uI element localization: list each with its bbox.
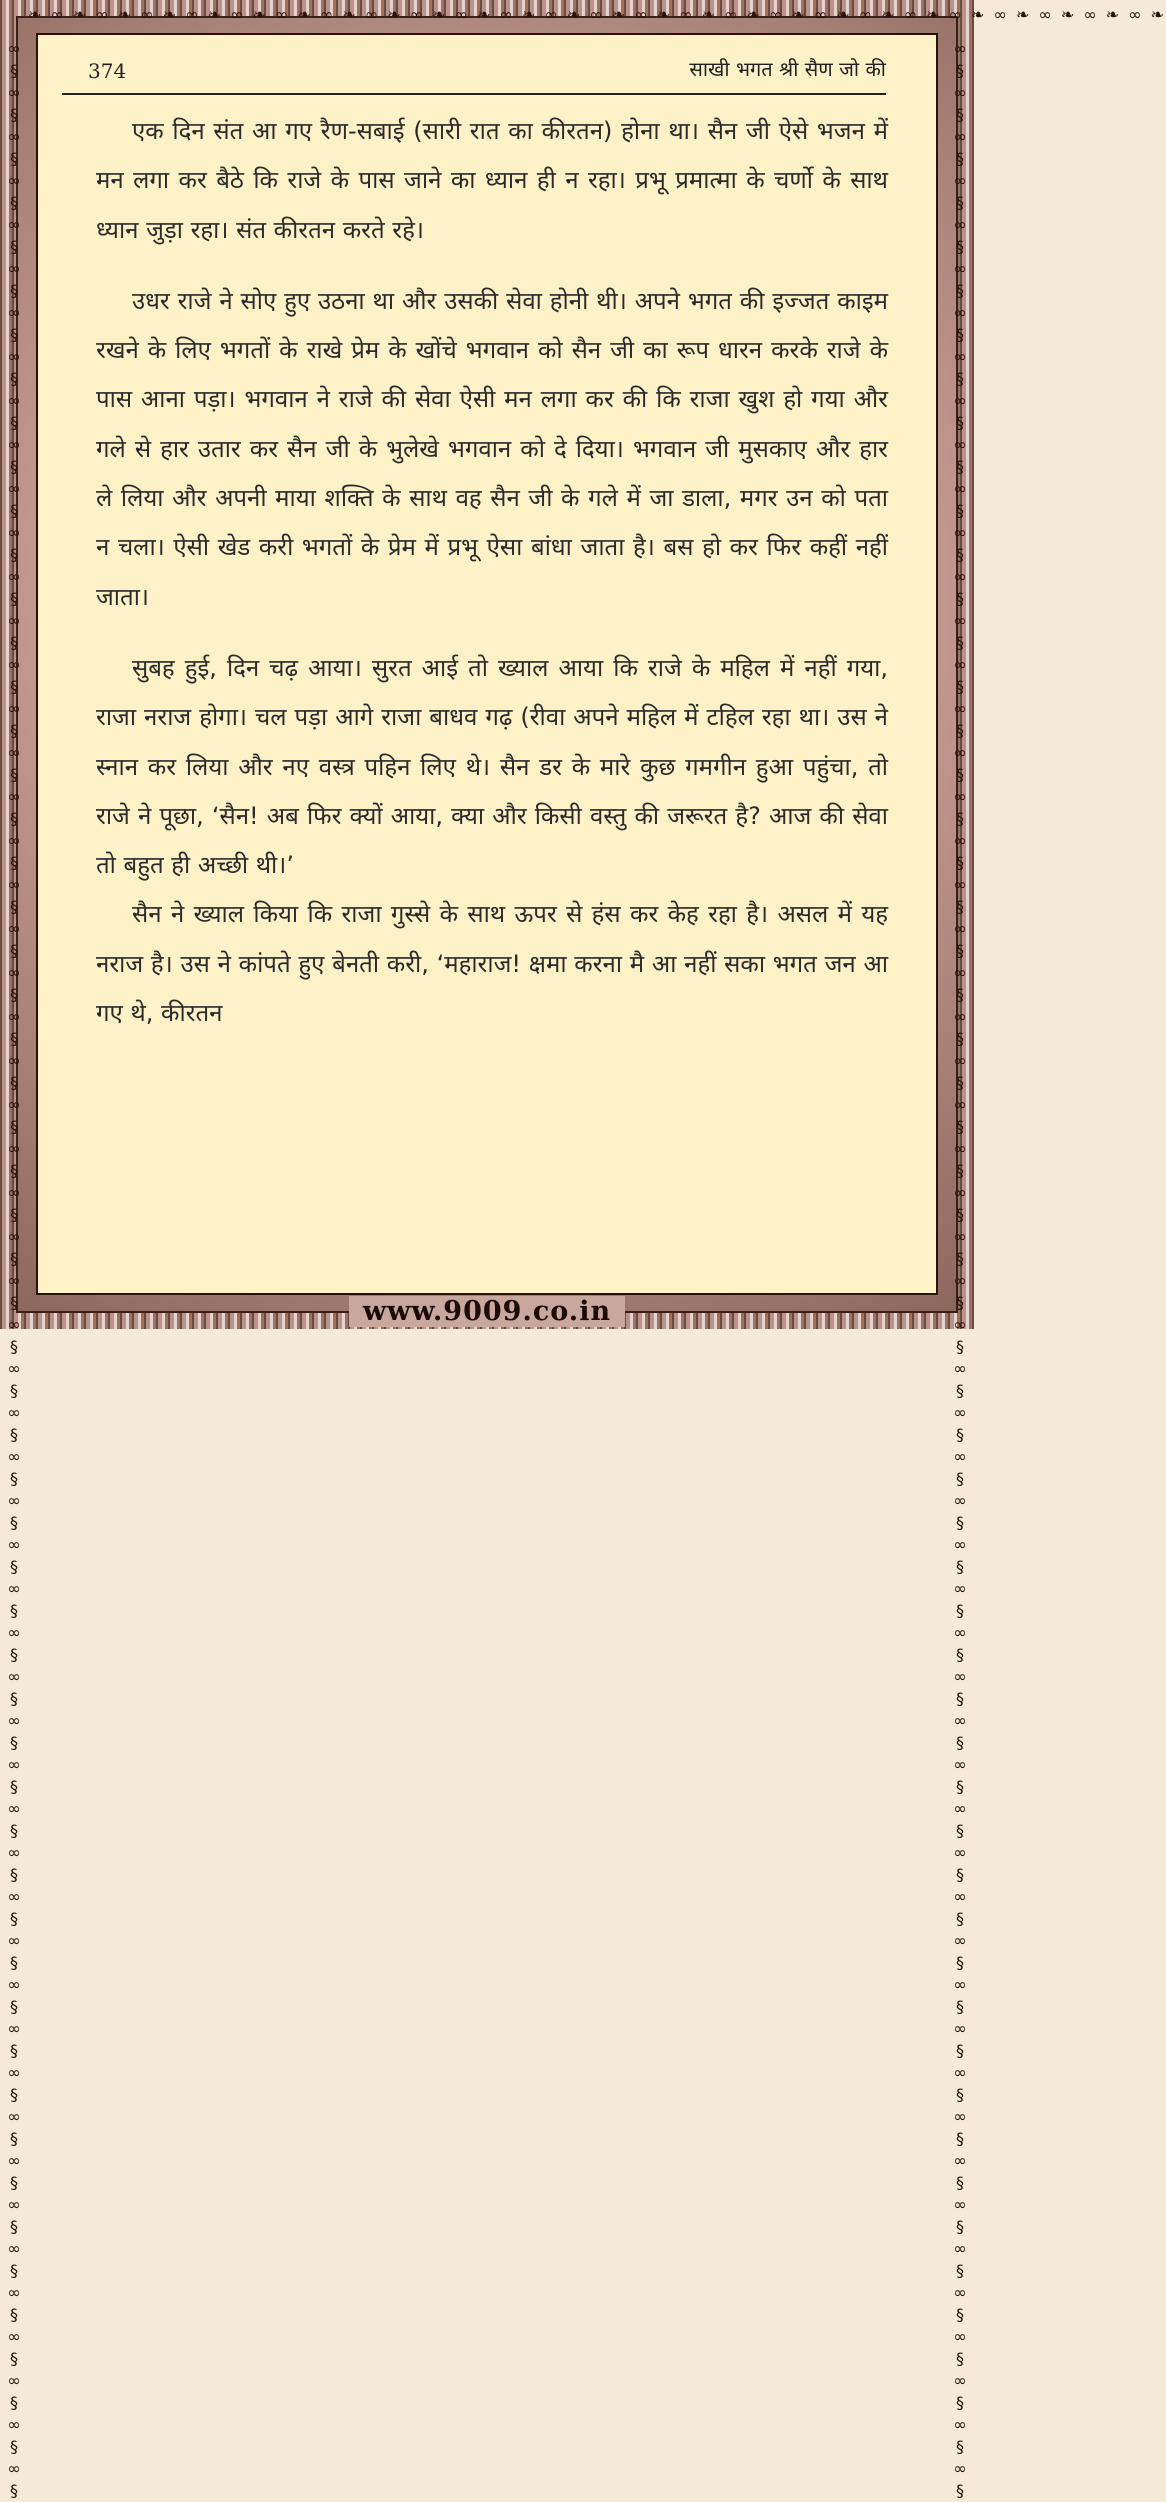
ornament-border-left: ∞§∞§∞§∞§∞§∞§∞§∞§∞§∞§∞§∞§∞§∞§∞§∞§∞§∞§∞§∞§∞§∞§∞§∞§∞§∞§∞§∞§∞§∞§∞§∞§∞§∞§∞§∞§∞§∞§∞§∞§∞§∞§∞§∞§∞§∞§∞§∞§∞§∞§∞§∞§∞§∞§∞§∞§ [7, 39, 21, 2500]
paragraph-4: सैन ने ख्याल किया कि राजा गुस्से के साथ ऊपर से हंस कर केह रहा है। असल में यह नराज है। उस ने कांपते हुए बेनती करी, ‘महाराज! क्षमा करना मै आ नहीं सका भगत जन आ गए थे, कीरतन [96, 900, 888, 1028]
ornament-border-top: ❧ ∞ ❧ ∞ ❧ ∞ ❧ ∞ ❧ ∞ ❧ ∞ ❧ ∞ ❧ ∞ ❧ ∞ ❧ ∞ ❧ ∞ ❧ ∞ ❧ ∞ ❧ ∞ ❧ ∞ ❧ ∞ ❧ ∞ ❧ ∞ ❧ ∞ ❧ ∞ ❧ ∞ ❧ ∞ ❧ ∞ ❧ ∞ ❧ ∞ ❧ [28, 5, 1166, 24]
page-header [62, 53, 886, 95]
website-url: www.9009.co.in [349, 1296, 625, 1327]
page-body [96, 107, 888, 1038]
book-page [36, 33, 938, 1295]
ornament-border-right: ∞§∞§∞§∞§∞§∞§∞§∞§∞§∞§∞§∞§∞§∞§∞§∞§∞§∞§∞§∞§∞§∞§∞§∞§∞§∞§∞§∞§∞§∞§∞§∞§∞§∞§∞§∞§∞§∞§∞§∞§∞§∞§∞§∞§∞§∞§∞§∞§∞§∞§∞§∞§∞§∞§∞§∞§ [953, 39, 967, 2500]
ornament-border-bottom [28, 1308, 946, 1326]
running-title: साखी भगत श्री सैण जो की [689, 57, 886, 81]
paragraph-2: उधर राजे ने सोए हुए उठना था और उसकी सेवा होनी थी। अपने भगत की इज्जत काइम रखने के लिए भगतों के राखे प्रेम के खोंचे भगवान को सैन जी का रूप धारन करके राजे के पास आना पड़ा। भगवान ने राजे की सेवा ऐसी मन लगा कर की कि राजा खुश हो गया और गले से हार उतार कर सैन जी के भुलेखे भगवान को दे दिया। भगवान जी मुसकाए और हार ले लिया और अपनी माया शक्ति के साथ वह सैन जी के गले में जा डाला, मगर उन को पता न चला। ऐसी खेड करी भगतों के प्रेम में प्रभू ऐसा बांधा जाता है। बस हो कर फिर कहीं नहीं जाता। [96, 286, 888, 611]
paragraph-1: एक दिन संत आ गए रैण-सबाई (सारी रात का कीरतन) होना था। सैन जी ऐसे भजन में मन लगा कर बैठे कि राजे के पास जाने का ध्यान ही न रहा। प्रभू प्रमात्मा के चर्णो के साथ ध्यान जुड़ा रहा। संत कीरतन करते रहे। [96, 117, 888, 244]
paragraph-3: सुबह हुई, दिन चढ़ आया। सुरत आई तो ख्याल आया कि राजे के महिल में नहीं गया, राजा नराज होगा। चल पड़ा आगे राजा बाधव गढ़ (रीवा अपने महिल में टहिल रहा था। उस ने स्नान कर लिया और नए वस्त्र पहिन लिए थे। सैन डर के मारे कुछ गमगीन हुआ पहुंचा, तो राजे ने पूछा, ‘सैन! अब फिर क्यों आया, क्या और किसी वस्तु की जरूरत है? आज की सेवा तो बहुत ही अच्छी थी।’ [96, 653, 888, 880]
page-number: 374 [88, 59, 127, 83]
